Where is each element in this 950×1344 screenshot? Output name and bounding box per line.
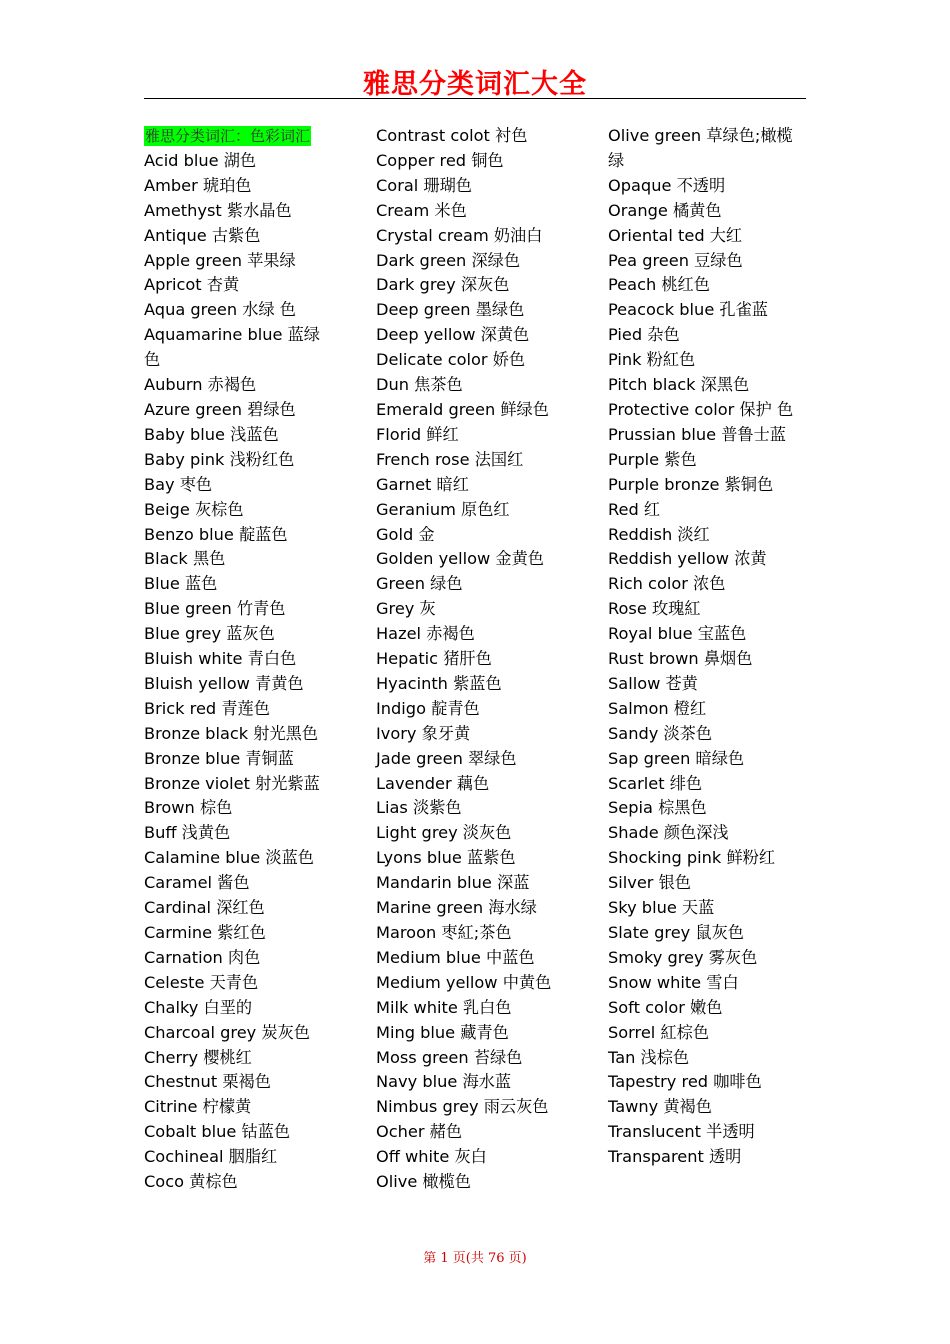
- vocab-entry: Ivory 象牙黄: [376, 723, 471, 743]
- vocab-entry: Azure green 碧绿色: [144, 399, 296, 419]
- vocab-entry: Peacock blue 孔雀蓝: [608, 300, 768, 320]
- vocab-entry: Shade 颜色深浅: [608, 823, 729, 843]
- vocab-entry: Geranium 原色红: [376, 499, 510, 519]
- vocab-entry: Garnet 暗红: [376, 474, 469, 494]
- vocab-entry: Bronze black 射光黑色: [144, 723, 319, 743]
- vocab-entry: Sorrel 紅棕色: [608, 1022, 710, 1042]
- vocab-entry: Prussian blue 普鲁士蓝: [608, 424, 786, 444]
- vocab-entry: Maroon 枣紅;茶色: [376, 923, 512, 942]
- vocab-entry: Tawny 黄褐色: [608, 1097, 712, 1117]
- vocab-entry: Buff 浅黄色: [144, 823, 231, 843]
- vocab-entry: Transparent 透明: [608, 1147, 742, 1167]
- vocab-entry: Rich color 浓色: [608, 574, 726, 594]
- vocab-entry: Dark grey 深灰色: [376, 275, 510, 295]
- vocab-entry: Medium yellow 中黄色: [376, 972, 552, 992]
- vocab-entry: Contrast colot 衬色: [376, 126, 528, 145]
- vocab-entry: Golden yellow 金黄色: [376, 549, 544, 569]
- vocab-entry: Olive green 草绿色;橄榄绿: [608, 126, 793, 170]
- vocab-entry: Peach 桃红色: [608, 275, 710, 295]
- word-column-1: [144, 124, 359, 1195]
- vocab-entry: Olive 橄榄色: [376, 1172, 471, 1192]
- document-title: 雅思分类词汇大全: [363, 69, 587, 100]
- vocab-entry: Blue green 竹青色: [144, 599, 286, 619]
- vocab-entry: Cream 米色: [376, 200, 467, 220]
- vocab-entry: Cardinal 深红色: [144, 898, 265, 918]
- vocab-entry: Beige 灰棕色: [144, 499, 244, 519]
- vocab-entry: Calamine blue 淡蓝色: [144, 848, 314, 868]
- vocab-entry: Auburn 赤褐色: [144, 375, 257, 395]
- vocab-entry: Sepia 棕黑色: [608, 798, 707, 818]
- word-column-3: [608, 124, 808, 1170]
- vocab-entry: Off white 灰白: [376, 1147, 487, 1167]
- vocab-entry: Delicate color 娇色: [376, 350, 526, 370]
- vocab-entry: Ming blue 藏青色: [376, 1022, 509, 1042]
- vocab-entry: Milk white 乳白色: [376, 997, 512, 1017]
- vocab-entry: Grey 灰: [376, 599, 436, 619]
- vocab-entry: Tan 浅棕色: [608, 1047, 690, 1067]
- vocab-entry: Reddish yellow 浓黄: [608, 549, 767, 569]
- vocab-entry: Brick red 青莲色: [144, 698, 270, 718]
- vocab-entry: Amber 琥珀色: [144, 175, 252, 195]
- vocab-entry: Blue grey 蓝灰色: [144, 624, 275, 644]
- vocab-entry: Sap green 暗绿色: [608, 748, 745, 768]
- vocab-entry: Navy blue 海水蓝: [376, 1072, 512, 1092]
- vocab-entry: Smoky grey 雾灰色: [608, 947, 758, 967]
- vocab-entry: Nimbus grey 雨云灰色: [376, 1097, 549, 1117]
- vocab-entry: Hazel 赤褐色: [376, 624, 475, 644]
- vocab-entry: Tapestry red 咖啡色: [608, 1072, 762, 1092]
- vocab-entry: Copper red 铜色: [376, 150, 504, 170]
- vocab-entry: Coral 珊瑚色: [376, 175, 472, 195]
- vocab-entry: Mandarin blue 深蓝: [376, 873, 530, 893]
- vocab-entry: Carmine 紫红色: [144, 923, 266, 942]
- vocab-entry: Charcoal grey 炭灰色: [144, 1022, 310, 1042]
- vocab-entry: Bay 枣色: [144, 474, 213, 494]
- vocab-entry: Purple 紫色: [608, 449, 697, 469]
- vocab-entry: Deep green 墨绿色: [376, 300, 525, 320]
- vocab-entry: French rose 法国红: [376, 449, 524, 469]
- vocab-entry: Bronze violet 射光紫蓝: [144, 773, 320, 793]
- vocab-entry: Ocher 赭色: [376, 1122, 463, 1142]
- vocab-entry: Hepatic 猪肝色: [376, 649, 492, 669]
- vocab-entry: Reddish 淡红: [608, 524, 710, 544]
- vocab-entry: Pink 粉紅色: [608, 350, 696, 370]
- vocab-entry: Celeste 天青色: [144, 972, 259, 992]
- title-underline: [144, 98, 806, 99]
- vocab-entry: Florid 鲜红: [376, 424, 459, 444]
- vocab-entry: Pied 杂色: [608, 325, 680, 345]
- vocab-entry: Marine green 海水绿: [376, 898, 537, 918]
- vocab-entry: Green 绿色: [376, 574, 463, 594]
- vocab-entry: Emerald green 鲜绿色: [376, 399, 549, 419]
- vocab-entry: Moss green 苔绿色: [376, 1047, 523, 1067]
- vocab-entry: Bluish yellow 青黄色: [144, 673, 304, 693]
- vocab-entry: Jade green 翠绿色: [376, 748, 517, 768]
- vocab-entry: Snow white 雪白: [608, 972, 739, 992]
- vocab-entry: Rose 玫瑰紅: [608, 599, 701, 619]
- vocab-entry: Cochineal 胭脂红: [144, 1147, 278, 1167]
- vocab-entry: Dark green 深绿色: [376, 250, 521, 270]
- vocab-entry: Coco 黄棕色: [144, 1172, 238, 1192]
- vocab-entry: Silver 银色: [608, 873, 691, 893]
- vocab-entry: Antique 古紫色: [144, 225, 261, 245]
- vocab-entry: Gold 金: [376, 524, 435, 544]
- vocab-entry: Bluish white 青白色: [144, 649, 297, 669]
- vocab-entry: Shocking pink 鲜粉红: [608, 848, 776, 868]
- vocab-entry: Blue 蓝色: [144, 574, 218, 594]
- vocab-entry: Hyacinth 紫蓝色: [376, 673, 502, 693]
- vocab-entry: Rust brown 鼻烟色: [608, 649, 753, 669]
- vocab-entry: Cherry 樱桃红: [144, 1047, 252, 1067]
- vocab-entry: Indigo 靛青色: [376, 698, 480, 718]
- vocab-entry: Light grey 淡灰色: [376, 823, 512, 843]
- vocab-entry: Apple green 苹果绿: [144, 250, 296, 270]
- vocab-entry: Bronze blue 青铜蓝: [144, 748, 294, 768]
- vocab-entry: Protective color 保护 色: [608, 399, 794, 419]
- vocab-entry: Cobalt blue 钴蓝色: [144, 1122, 291, 1142]
- vocab-entry: Scarlet 绯色: [608, 773, 703, 793]
- vocab-entry: Opaque 不透明: [608, 175, 726, 195]
- vocab-entry: Baby blue 浅蓝色: [144, 424, 279, 444]
- vocab-entry: Medium blue 中蓝色: [376, 947, 535, 967]
- vocab-entry: Sandy 淡茶色: [608, 723, 713, 743]
- vocab-entry: Chalky 白垩的: [144, 997, 253, 1017]
- vocab-entry: Salmon 橙红: [608, 698, 707, 718]
- vocab-entry: Lias 淡紫色: [376, 798, 462, 818]
- vocab-entry: Acid blue 湖色: [144, 150, 257, 170]
- vocab-entry: Soft color 嫩色: [608, 997, 723, 1017]
- vocab-entry: Pitch black 深黑色: [608, 375, 750, 395]
- vocab-entry: Slate grey 鼠灰色: [608, 923, 744, 942]
- vocab-entry: Baby pink 浅粉红色: [144, 449, 295, 469]
- vocab-entry: Benzo blue 靛蓝色: [144, 524, 288, 544]
- vocab-entry: Aquamarine blue 蓝绿色: [144, 325, 320, 370]
- vocab-entry: Orange 橘黄色: [608, 200, 722, 220]
- vocab-entry: Chestnut 栗褐色: [144, 1072, 271, 1092]
- vocab-entry: Citrine 柠檬黄: [144, 1097, 252, 1117]
- page-footer: 第 1 页(共 76 页): [423, 1251, 527, 1266]
- vocab-entry: Black 黑色: [144, 549, 226, 569]
- vocab-entry: Deep yellow 深黄色: [376, 325, 530, 345]
- vocab-entry: Sallow 苍黄: [608, 673, 698, 693]
- vocab-entry: Carnation 肉色: [144, 947, 261, 967]
- category-heading: 雅思分类词汇：色彩词汇: [145, 127, 311, 145]
- vocab-entry: Purple bronze 紫铜色: [608, 474, 774, 494]
- vocab-entry: Dun 焦茶色: [376, 375, 463, 395]
- vocab-entry: Pea green 豆绿色: [608, 250, 743, 270]
- vocab-entry: Brown 棕色: [144, 798, 233, 818]
- vocab-entry: Caramel 酱色: [144, 873, 250, 893]
- vocab-entry: Lyons blue 蓝紫色: [376, 848, 516, 868]
- vocab-entry: Crystal cream 奶油白: [376, 225, 543, 245]
- vocab-entry: Aqua green 水绿 色: [144, 300, 296, 320]
- vocab-entry: Lavender 藕色: [376, 773, 490, 793]
- vocab-entry: Apricot 杏黄: [144, 275, 240, 295]
- word-column-2: [376, 124, 591, 1195]
- vocab-entry: Sky blue 天蓝: [608, 898, 715, 918]
- vocab-entry: Amethyst 紫水晶色: [144, 200, 292, 220]
- vocab-entry: Translucent 半透明: [608, 1122, 755, 1142]
- vocab-entry: Oriental ted 大红: [608, 225, 743, 245]
- vocab-entry: Red 红: [608, 499, 661, 519]
- vocab-entry: Royal blue 宝蓝色: [608, 624, 747, 644]
